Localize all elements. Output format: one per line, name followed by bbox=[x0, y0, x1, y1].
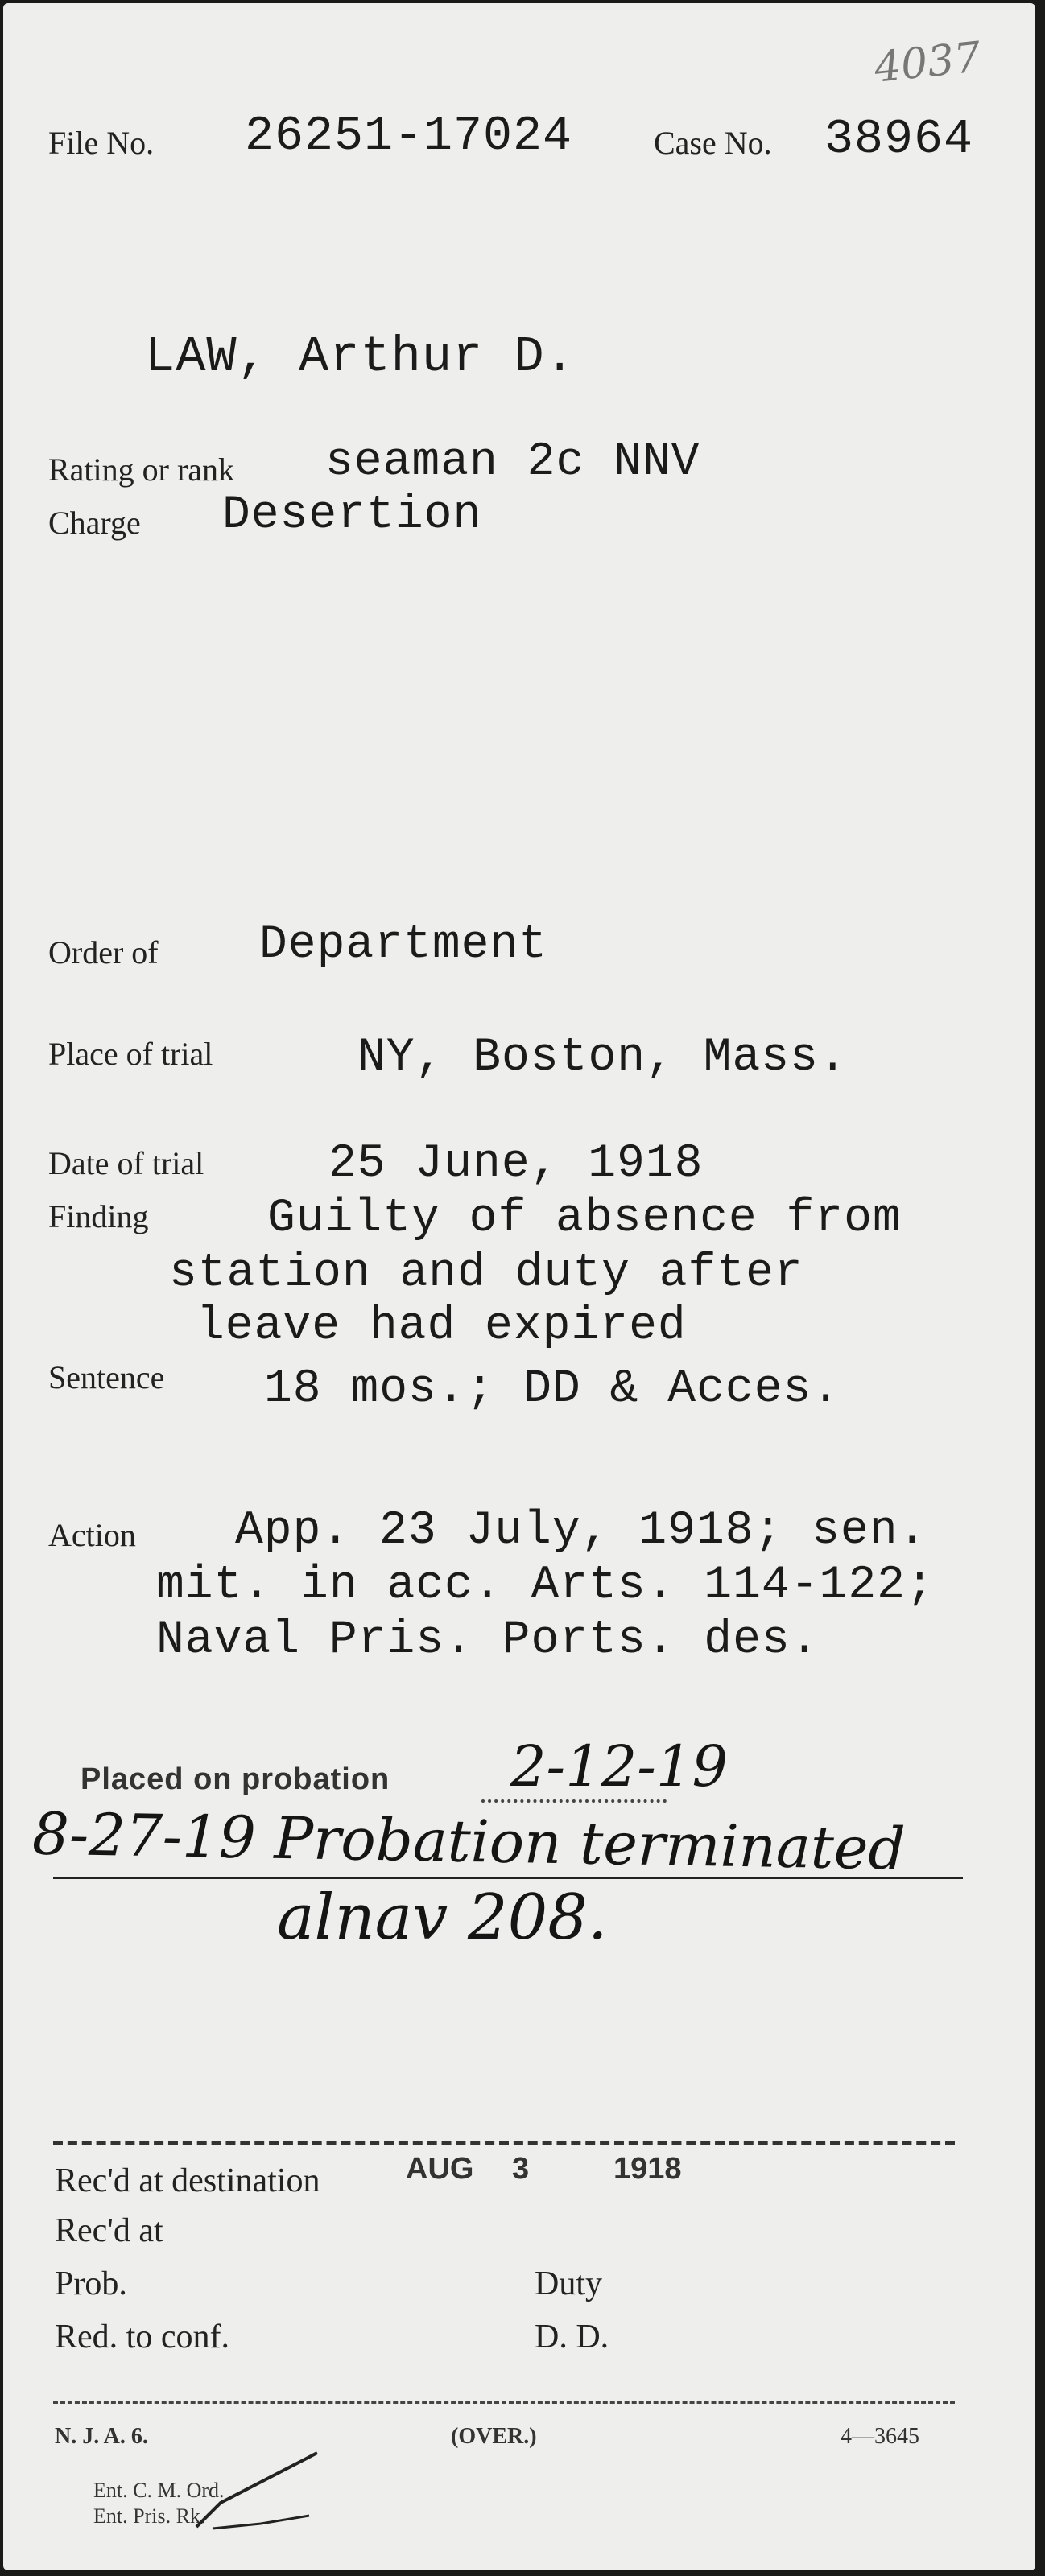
order-value: Department bbox=[259, 919, 548, 971]
rating-value: seaman 2c NNV bbox=[325, 436, 700, 488]
probation-rule bbox=[53, 1877, 963, 1879]
action-label: Action bbox=[48, 1517, 136, 1553]
duty-label: Duty bbox=[535, 2265, 602, 2302]
form-id: N. J. A. 6. bbox=[55, 2424, 148, 2449]
finding-line-2: station and duty after bbox=[169, 1247, 803, 1300]
recd-destination-label: Rec'd at destination bbox=[55, 2162, 320, 2199]
prob-label: Prob. bbox=[55, 2265, 127, 2302]
dd-label: D. D. bbox=[535, 2318, 609, 2355]
stamp-month: AUG bbox=[406, 2152, 474, 2186]
probation-date: 2-12-19 bbox=[510, 1733, 728, 1799]
ent-pris-label: Ent. Pris. Rk. bbox=[93, 2504, 206, 2528]
order-label: Order of bbox=[48, 934, 159, 971]
place-label: Place of trial bbox=[48, 1036, 213, 1072]
action-line-2: mit. in acc. Arts. 114-122; bbox=[156, 1560, 935, 1612]
over-label: (OVER.) bbox=[451, 2424, 537, 2449]
check-mark-icon bbox=[188, 2446, 325, 2535]
alnav-note: alnav 208. bbox=[277, 1882, 608, 1954]
sentence-label: Sentence bbox=[48, 1359, 165, 1395]
record-card bbox=[3, 3, 1035, 2570]
case-number-label: Case No. bbox=[654, 125, 772, 161]
charge-label: Charge bbox=[48, 505, 141, 541]
date-label: Date of trial bbox=[48, 1145, 204, 1181]
finding-label: Finding bbox=[48, 1198, 149, 1234]
file-number: 26251-17024 bbox=[245, 109, 573, 164]
case-number: 38964 bbox=[824, 113, 974, 167]
finding-line-1: Guilty of absence from bbox=[267, 1193, 902, 1245]
action-line-1: App. 23 July, 1918; sen. bbox=[235, 1505, 927, 1557]
probation-underline bbox=[481, 1799, 667, 1803]
stamp-year: 1918 bbox=[613, 2152, 682, 2186]
red-conf-label: Red. to conf. bbox=[55, 2318, 229, 2355]
probation-label: Placed on probation bbox=[81, 1762, 390, 1796]
corner-pencil-note: 4037 bbox=[872, 33, 984, 93]
probation-terminated-note: 8-27-19 Probation terminated bbox=[31, 1799, 907, 1883]
action-line-3: Naval Pris. Ports. des. bbox=[156, 1614, 820, 1667]
stamp-day: 3 bbox=[512, 2152, 530, 2186]
rating-label: Rating or rank bbox=[48, 451, 235, 488]
recd-at-label: Rec'd at bbox=[55, 2212, 163, 2249]
finding-line-3: leave had expired bbox=[196, 1300, 687, 1353]
footer-top-rule bbox=[53, 2141, 955, 2145]
sentence-value: 18 mos.; DD & Acces. bbox=[264, 1363, 841, 1416]
place-value: NY, Boston, Mass. bbox=[357, 1032, 848, 1084]
form-number: 4—3645 bbox=[841, 2424, 919, 2449]
file-number-label: File No. bbox=[48, 125, 155, 161]
person-name: LAW, Arthur D. bbox=[145, 328, 576, 385]
charge-value: Desertion bbox=[222, 489, 482, 542]
date-value: 25 June, 1918 bbox=[328, 1138, 704, 1190]
footer-bottom-rule bbox=[53, 2401, 955, 2404]
ent-cm-label: Ent. C. M. Ord. bbox=[93, 2479, 225, 2502]
